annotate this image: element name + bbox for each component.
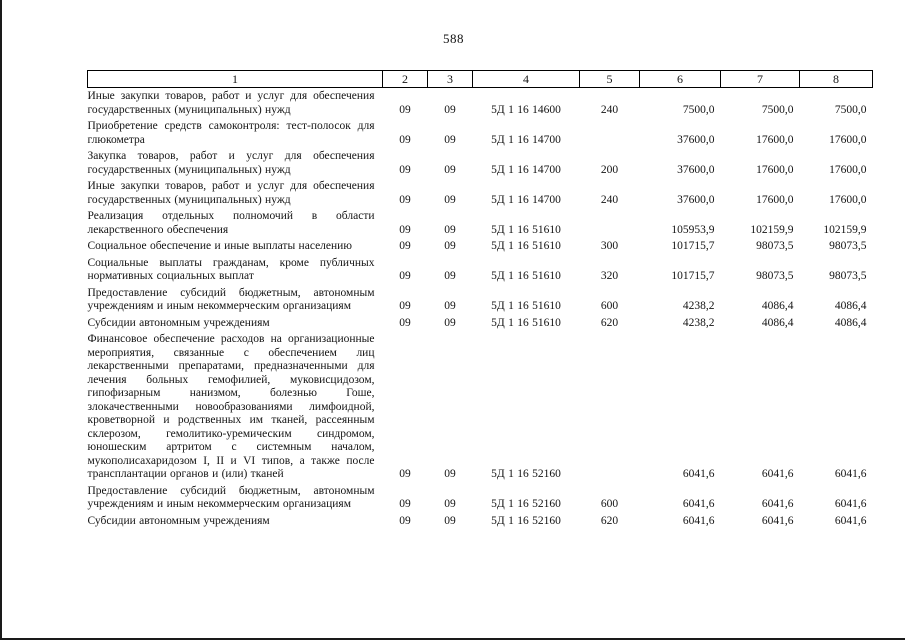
column-header-8: 8: [800, 71, 873, 88]
table-row: [88, 178, 873, 208]
expense-type-code: 620: [600, 514, 619, 527]
row-description: Приобретение средств самоконтроля: тест-полосок для глюкометра: [87, 120, 375, 146]
amount-year-3: 17600,0: [829, 133, 867, 146]
amount-year-1: 101715,7: [671, 270, 715, 282]
col-2-value: 09: [399, 316, 411, 329]
amount-year-3: 98073,5: [829, 270, 867, 282]
amount-year-1: 6041,6: [682, 468, 715, 480]
table-row: [88, 238, 873, 255]
column-header-5: 5: [580, 71, 640, 88]
amount-year-2: 17600,0: [756, 133, 794, 146]
amount-year-1: 4238,2: [682, 300, 715, 312]
col-3-value: 09: [444, 498, 456, 510]
column-header-1: 1: [88, 71, 383, 88]
col-2-value: 09: [399, 270, 411, 282]
classification-code: 5Д 1 16 51610: [491, 316, 561, 329]
amount-year-1: 37600,0: [677, 163, 715, 176]
amount-year-3: 4086,4: [834, 316, 867, 329]
classification-code: 5Д 1 16 51610: [491, 223, 561, 236]
budget-table: [87, 70, 873, 529]
classification-code: 5Д 1 16 14700: [491, 193, 561, 206]
amount-year-1: 7500,0: [682, 103, 715, 116]
table-row: [88, 331, 873, 483]
col-3-value: 09: [444, 163, 456, 176]
row-description: Социальные выплаты гражданам, кроме публичных нормативных социальных выплат: [87, 256, 375, 282]
column-header-4: 4: [473, 71, 580, 88]
table-body: [88, 88, 873, 530]
row-description: Иные закупки товаров, работ и услуг для обеспечения государственных (муниципальных) нужд: [87, 90, 375, 116]
amount-year-2: 17600,0: [756, 163, 794, 176]
classification-code: 5Д 1 16 52160: [491, 514, 561, 527]
col-3-value: 09: [444, 223, 456, 236]
amount-year-2: 98073,5: [756, 270, 794, 282]
amount-year-1: 6041,6: [682, 498, 715, 510]
expense-type-code: [580, 208, 640, 238]
table-row: [88, 148, 873, 178]
col-2-value: 09: [399, 498, 411, 510]
page-number: 588: [443, 31, 464, 46]
table-row: [88, 315, 873, 332]
table-header-row: [88, 71, 873, 88]
amount-year-1: 4238,2: [682, 316, 715, 329]
col-2-value: 09: [399, 300, 411, 312]
amount-year-3: 102159,9: [823, 223, 867, 236]
col-3-value: 09: [444, 240, 456, 252]
table-row: [88, 513, 873, 530]
row-description: Субсидии автономным учреждениям: [87, 316, 270, 329]
col-3-value: 09: [444, 193, 456, 206]
col-2-value: 09: [399, 240, 411, 252]
amount-year-3: 6041,6: [834, 498, 867, 510]
amount-year-3: 17600,0: [829, 193, 867, 206]
column-header-3: 3: [428, 71, 473, 88]
amount-year-2: 17600,0: [756, 193, 794, 206]
amount-year-2: 7500,0: [761, 103, 794, 116]
expense-type-code: 620: [600, 316, 619, 329]
expense-type-code: 600: [600, 498, 619, 510]
col-2-value: 09: [399, 103, 411, 116]
table-row: [88, 483, 873, 513]
amount-year-2: 102159,9: [750, 223, 794, 236]
classification-code: 5Д 1 16 14700: [491, 133, 561, 146]
expense-type-code: 300: [600, 240, 619, 252]
classification-code: 5Д 1 16 52160: [491, 498, 561, 510]
col-2-value: 09: [399, 514, 411, 527]
expense-type-code: 240: [600, 193, 619, 206]
amount-year-1: 37600,0: [677, 193, 715, 206]
amount-year-2: 6041,6: [761, 514, 794, 527]
table-row: [88, 255, 873, 285]
expense-type-code: [580, 331, 640, 483]
amount-year-2: 4086,4: [761, 316, 794, 329]
classification-code: 5Д 1 16 14700: [491, 163, 561, 176]
row-description: Закупка товаров, работ и услуг для обеспечения государственных (муниципальных) нужд: [87, 150, 375, 176]
table-row: [88, 208, 873, 238]
classification-code: 5Д 1 16 51610: [491, 270, 561, 282]
col-3-value: 09: [444, 300, 456, 312]
amount-year-2: 6041,6: [761, 498, 794, 510]
amount-year-2: 4086,4: [761, 300, 794, 312]
col-2-value: 09: [399, 193, 411, 206]
expense-type-code: [580, 118, 640, 148]
col-3-value: 09: [444, 270, 456, 282]
amount-year-3: 98073,5: [829, 240, 867, 252]
classification-code: 5Д 1 16 51610: [491, 240, 561, 252]
row-description: Социальное обеспечение и иные выплаты населению: [87, 240, 352, 252]
classification-code: 5Д 1 16 51610: [491, 300, 561, 312]
col-2-value: 09: [399, 223, 411, 236]
amount-year-1: 6041,6: [682, 514, 715, 527]
row-description: Иные закупки товаров, работ и услуг для обеспечения государственных (муниципальных) нужд: [87, 180, 375, 206]
col-3-value: 09: [444, 133, 456, 146]
col-3-value: 09: [444, 514, 456, 527]
amount-year-3: 4086,4: [834, 300, 867, 312]
expense-type-code: 600: [600, 300, 619, 312]
table-row: [88, 285, 873, 315]
table-row: [88, 88, 873, 119]
col-3-value: 09: [444, 103, 456, 116]
classification-code: 5Д 1 16 52160: [491, 468, 561, 480]
col-2-value: 09: [399, 133, 411, 146]
amount-year-1: 101715,7: [671, 240, 715, 252]
column-header-7: 7: [721, 71, 800, 88]
col-2-value: 09: [399, 163, 411, 176]
amount-year-2: 6041,6: [761, 468, 794, 480]
column-header-6: 6: [640, 71, 721, 88]
amount-year-3: 6041,6: [834, 468, 867, 480]
amount-year-1: 37600,0: [677, 133, 715, 146]
classification-code: 5Д 1 16 14600: [491, 103, 561, 116]
amount-year-3: 6041,6: [834, 514, 867, 527]
amount-year-3: 7500,0: [834, 103, 867, 116]
expense-type-code: 200: [600, 163, 619, 176]
table-row: [88, 118, 873, 148]
expense-type-code: 240: [600, 103, 619, 116]
row-description: Предоставление субсидий бюджетным, автономным учреждениям и иным некоммерческим организациям: [87, 484, 375, 510]
amount-year-3: 17600,0: [829, 163, 867, 176]
row-description: Реализация отдельных полномочий в области лекарственного обеспечения: [87, 210, 375, 236]
col-2-value: 09: [399, 468, 411, 480]
amount-year-2: 98073,5: [756, 240, 794, 252]
col-3-value: 09: [444, 468, 456, 480]
row-description: Финансовое обеспечение расходов на организационные мероприятия, связанные с обеспечением лиц лекарственными препаратами, предназначенными для лечения больных гемофилией, муковисцидозом, гипофизарным нанизмом, болезнью Гоше, злокачественными новообразованиями лимфоидной, кроветворной и родственных им тканей, рассеянным склерозом, гемолитико-уремическим синдромом, юношеским артритом с системным началом, мукополисахаридозом I, II и VI типов, а также после трансплантации органов и (или) тканей: [87, 333, 375, 480]
expense-type-code: 320: [600, 270, 619, 282]
column-header-2: 2: [383, 71, 428, 88]
row-description: Субсидии автономным учреждениям: [87, 514, 270, 527]
row-description: Предоставление субсидий бюджетным, автономным учреждениям и иным некоммерческим организациям: [87, 286, 375, 312]
amount-year-1: 105953,9: [671, 223, 715, 236]
col-3-value: 09: [444, 316, 456, 329]
